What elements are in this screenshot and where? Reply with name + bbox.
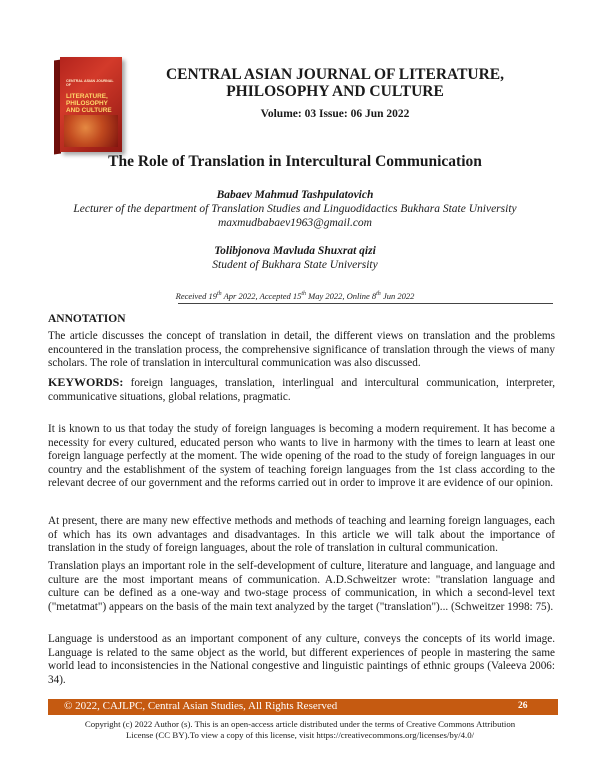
cover-artwork xyxy=(64,115,118,147)
cover-title-text: LITERATURE, PHILOSOPHY AND CULTURE xyxy=(66,93,112,114)
journal-cover-image xyxy=(60,57,122,152)
body-paragraph-4: Language is understood as an important component of any culture, conveys the concepts of its world image. Language is related to the same object as the world, but different experiences of people in mastering the same world lead to inconsistencies in the National congestive and linguistic paintings of ethnic groups (Valeeva 2006: 34). xyxy=(48,633,555,686)
received-date: Received 19 xyxy=(175,291,217,301)
volume-issue: Volume: 03 Issue: 06 Jun 2022 xyxy=(260,108,410,120)
footer-copyright-notice: © 2022, CAJLPC, Central Asian Studies, All Rights Reserved xyxy=(64,700,338,712)
author-email: maxmudbabaev1963@gmail.com xyxy=(218,217,372,229)
author-block-1 xyxy=(40,188,550,230)
page-number: 26 xyxy=(518,701,528,711)
author-affiliation: Student of Bukhara State University xyxy=(212,259,378,271)
cover-small-text: CENTRAL ASIAN JOURNAL OF xyxy=(66,79,114,87)
keywords-paragraph xyxy=(48,376,555,404)
body-paragraph-2: At present, there are many new effective methods and methods of teaching and learning foreign languages, each of which has its own advantages and disadvantages. In this article we will talk about the importance of translation in the study of foreign languages, about the role of translation in cultural communication. xyxy=(48,515,555,555)
annotation-text: The article discusses the concept of translation in detail, the different views on translation and the problems encountered in the translation process, the comprehensive significance of translation through the views of many scholars. The role of translation in intercultural communication was also discussed. xyxy=(48,330,555,370)
online-sup: th xyxy=(376,291,381,298)
author-affiliation: Lecturer of the department of Translation Studies and Linguodidactics Bukhara State University xyxy=(73,203,517,215)
online-date: May 2022, Online 8 xyxy=(306,291,377,301)
license-line-1: Copyright (c) 2022 Author (s). This is an open-access article distributed under the terms of Creative Commons Attribution xyxy=(84,719,516,729)
received-sup: th xyxy=(216,291,222,298)
online-date-rest: Jun 2022 xyxy=(380,291,415,301)
paper-title: The Role of Translation in Intercultural Communication xyxy=(108,153,482,170)
license-notice xyxy=(40,719,560,741)
keywords-label: KEYWORDS: xyxy=(48,375,124,389)
author-block-2 xyxy=(40,244,550,272)
license-line-2: License (CC BY).To view a copy of this license, visit https://creativecommons.org/licenses/by/4.0/ xyxy=(125,730,475,740)
body-paragraph-3: Translation plays an important role in the self-development of culture, literature and language, and language and culture are the most important means of communication. A.D.Schweitzer wrote: "translation language and culture can be defined as a one-way and two-stage process of communication, in which a second-level text ("metatmat") appears on the basis of the main text analyzed by the target ("translation")... (Schweitzer 1998: 75). xyxy=(48,560,555,613)
keywords-text: foreign languages, translation, interlingual and intercultural communication, interpreter, communicative situations, global relations, pragmatic. xyxy=(48,377,555,403)
author-name: Babaev Mahmud Tashpulatovich xyxy=(216,189,374,201)
journal-title-line-1: CENTRAL ASIAN JOURNAL OF LITERATURE, xyxy=(165,66,505,83)
journal-title-line-2: PHILOSOPHY AND CULTURE xyxy=(226,83,444,100)
annotation-heading: ANNOTATION xyxy=(48,313,126,325)
author-name: Tolibjonova Mavluda Shuxrat qizi xyxy=(214,245,376,257)
journal-title xyxy=(150,66,520,100)
publication-dates xyxy=(40,291,550,301)
accepted-sup: th xyxy=(301,291,307,298)
accepted-date: Apr 2022, Accepted 15 xyxy=(221,291,302,301)
footer-bar xyxy=(48,699,558,715)
body-paragraph-1: It is known to us that today the study of foreign languages is becoming a modern requirement. It has become a necessity for every cultured, educated person who wants to live in harmony with the times to learn at least one foreign language perfectly at the moment. The wide opening of the road to the study of foreign languages in our country and the establishment of the system of teaching foreign languages from the 1st class according to the relevant decree of our government and the reforms carried out in order to improve it are evidence of our opinion. xyxy=(48,423,555,490)
header-divider xyxy=(178,303,553,304)
